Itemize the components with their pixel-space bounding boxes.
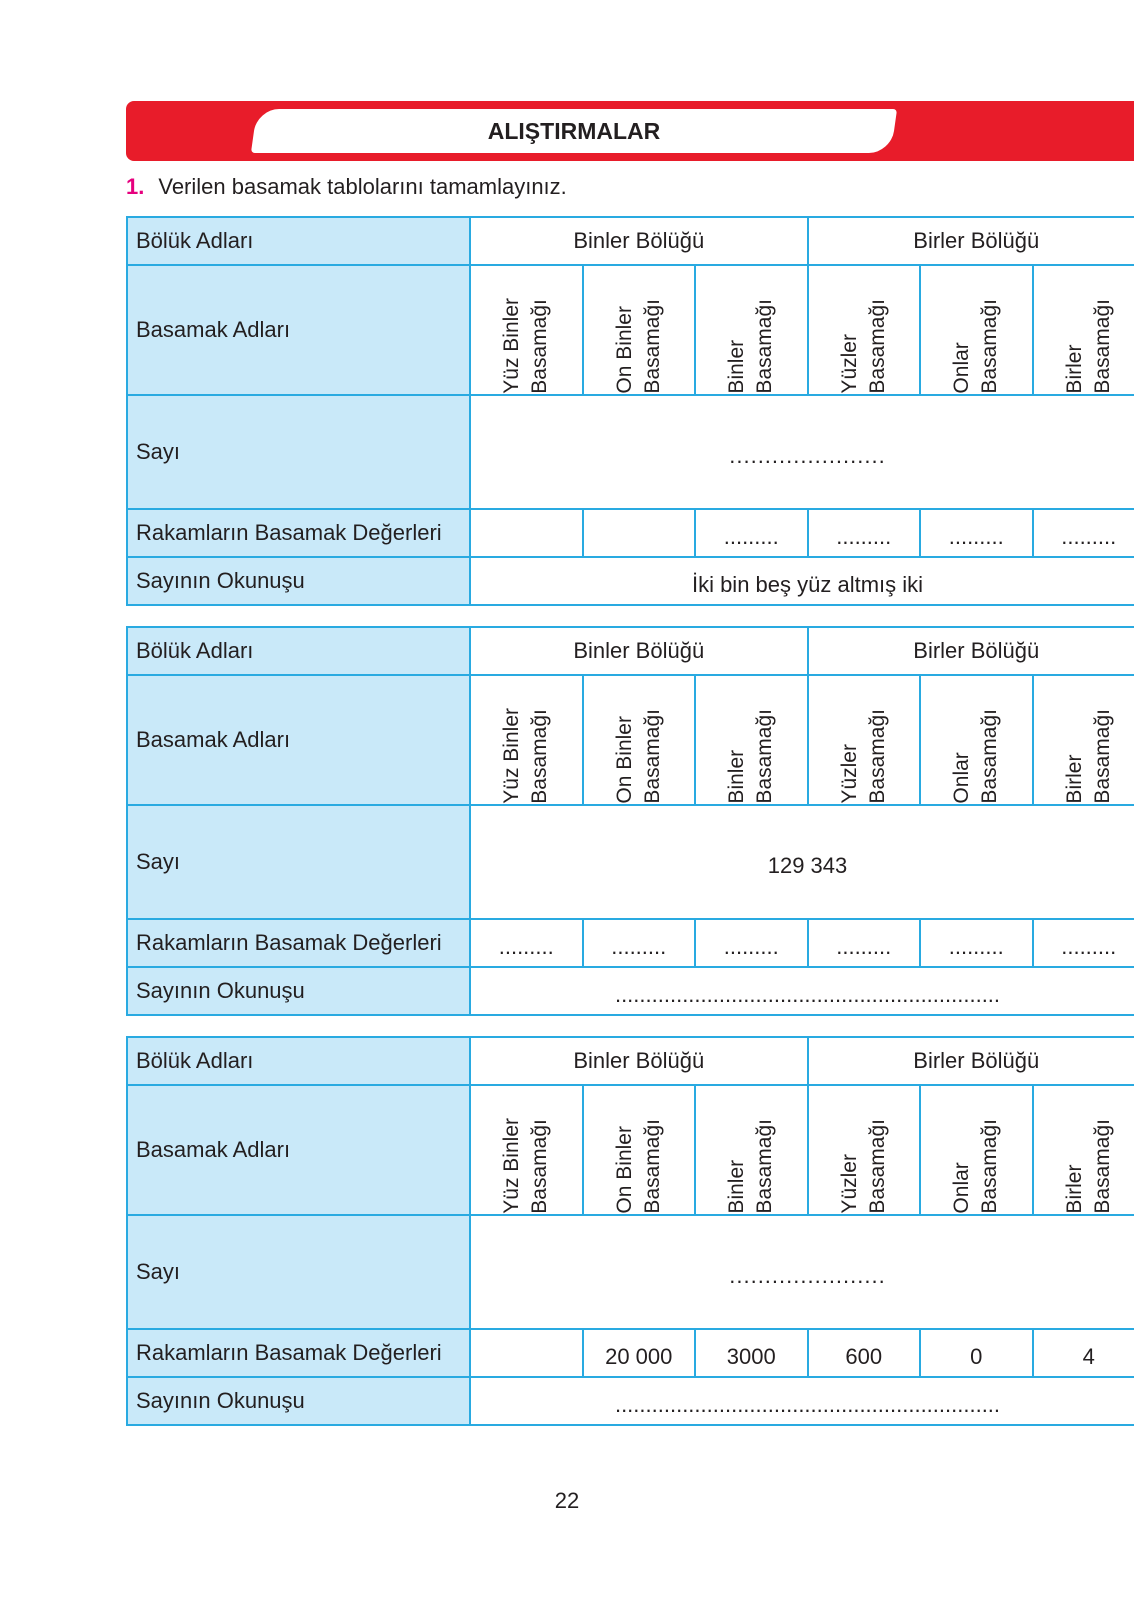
col-name: Binler [725,340,749,394]
value-cell[interactable]: 3000 [695,1329,808,1377]
col-binler [695,1085,808,1215]
sayi-text: ...................... [729,1263,886,1288]
row-label-basamak: Basamak Adları [127,265,470,395]
birler-bolugu: Birler Bölüğü [808,627,1134,675]
value-cell[interactable] [470,1329,583,1377]
instruction-text: Verilen basamak tablolarını tamamlayınız. [158,174,567,199]
col-name: Onlar [950,342,974,394]
col-onlar [920,265,1033,395]
col-name: Binler [725,750,749,804]
col-name: On Binler [612,716,636,804]
place-value-table-2 [126,626,1134,1016]
col-on-binler [583,1085,696,1215]
col-name: Onlar [950,752,974,804]
col-onlar [920,1085,1033,1215]
col-name: Binler [725,1160,749,1214]
col-suffix: Basamağı [640,299,664,394]
col-suffix: Basamağı [640,1119,664,1214]
col-yuzler [808,675,921,805]
row-label-sayi: Sayı [127,805,470,919]
value-cell[interactable]: 600 [808,1329,921,1377]
sayi-value[interactable] [470,1215,1134,1329]
col-name: Yüzler [837,1154,861,1214]
col-suffix: Basamağı [978,709,1002,804]
col-birler [1033,265,1134,395]
value-cell[interactable]: ......... [1033,919,1134,967]
col-suffix: Basamağı [528,709,552,804]
col-yuz-binler [470,265,583,395]
col-name: On Binler [612,306,636,394]
col-yuzler [808,265,921,395]
page-number: 22 [554,1488,580,1513]
col-on-binler [583,265,696,395]
row-label-degerler: Rakamların Basamak Değerleri [127,1329,470,1377]
value-cell[interactable]: ......... [695,509,808,557]
col-name: Yüz Binler [500,1118,524,1214]
col-yuzler [808,1085,921,1215]
row-label-sayi: Sayı [127,1215,470,1329]
col-name: Yüzler [837,744,861,804]
row-label-okunus: Sayının Okunuşu [127,967,470,1015]
sayi-text: 129 343 [767,853,848,878]
col-name: Yüz Binler [500,708,524,804]
row-label-boluk: Bölük Adları [127,627,470,675]
value-cell[interactable]: ......... [1033,509,1134,557]
row-label-boluk: Bölük Adları [127,217,470,265]
col-suffix: Basamağı [1090,1119,1114,1214]
col-suffix: Basamağı [1090,709,1114,804]
col-name: Yüzler [837,334,861,394]
sayi-value[interactable] [470,805,1134,919]
col-name: Onlar [950,1162,974,1214]
row-label-basamak: Basamak Adları [127,1085,470,1215]
place-value-table-1 [126,216,1134,606]
col-suffix: Basamağı [978,299,1002,394]
col-name: Yüz Binler [500,298,524,394]
col-yuz-binler [470,1085,583,1215]
col-on-binler [583,675,696,805]
binler-bolugu: Binler Bölüğü [470,1037,808,1085]
col-suffix: Basamağı [1090,299,1114,394]
value-cell[interactable]: 4 [1033,1329,1134,1377]
col-yuz-binler [470,675,583,805]
okunus-value[interactable]: ............................................................... [470,967,1134,1015]
value-cell[interactable]: 20 000 [583,1329,696,1377]
birler-bolugu: Birler Bölüğü [808,1037,1134,1085]
sayi-value[interactable] [470,395,1134,509]
col-suffix: Basamağı [528,299,552,394]
col-birler [1033,1085,1134,1215]
value-cell[interactable]: ......... [695,919,808,967]
value-cell[interactable] [470,509,583,557]
col-suffix: Basamağı [640,709,664,804]
col-suffix: Basamağı [865,709,889,804]
value-cell[interactable]: ......... [470,919,583,967]
value-cell[interactable]: ......... [920,919,1033,967]
row-label-degerler: Rakamların Basamak Değerleri [127,919,470,967]
binler-bolugu: Binler Bölüğü [470,217,808,265]
value-cell[interactable] [583,509,696,557]
exercise-number: 1. [126,174,145,199]
binler-bolugu: Binler Bölüğü [470,627,808,675]
row-label-degerler: Rakamların Basamak Değerleri [127,509,470,557]
value-cell[interactable]: 0 [920,1329,1033,1377]
col-suffix: Basamağı [753,1119,777,1214]
col-suffix: Basamağı [865,299,889,394]
col-suffix: Basamağı [865,1119,889,1214]
col-onlar [920,675,1033,805]
row-label-okunus: Sayının Okunuşu [127,557,470,605]
row-label-sayi: Sayı [127,395,470,509]
value-cell[interactable]: ......... [583,919,696,967]
col-birler [1033,675,1134,805]
okunus-value[interactable]: İki bin beş yüz altmış iki [470,557,1134,605]
value-cell[interactable]: ......... [920,509,1033,557]
col-name: Birler [1062,754,1086,804]
sayi-text: ...................... [729,443,886,468]
col-name: On Binler [612,1126,636,1214]
col-suffix: Basamağı [753,709,777,804]
value-cell[interactable]: ......... [808,919,921,967]
page-title: ALIŞTIRMALAR [487,118,661,144]
col-binler [695,265,808,395]
value-cell[interactable]: ......... [808,509,921,557]
col-name: Birler [1062,1164,1086,1214]
col-suffix: Basamağı [528,1119,552,1214]
col-name: Birler [1062,344,1086,394]
row-label-boluk: Bölük Adları [127,1037,470,1085]
row-label-basamak: Basamak Adları [127,675,470,805]
instruction [126,174,567,200]
col-suffix: Basamağı [753,299,777,394]
col-suffix: Basamağı [978,1119,1002,1214]
birler-bolugu: Birler Bölüğü [808,217,1134,265]
row-label-okunus: Sayının Okunuşu [127,1377,470,1425]
place-value-table-3 [126,1036,1134,1426]
col-binler [695,675,808,805]
okunus-value[interactable]: ............................................................... [470,1377,1134,1425]
